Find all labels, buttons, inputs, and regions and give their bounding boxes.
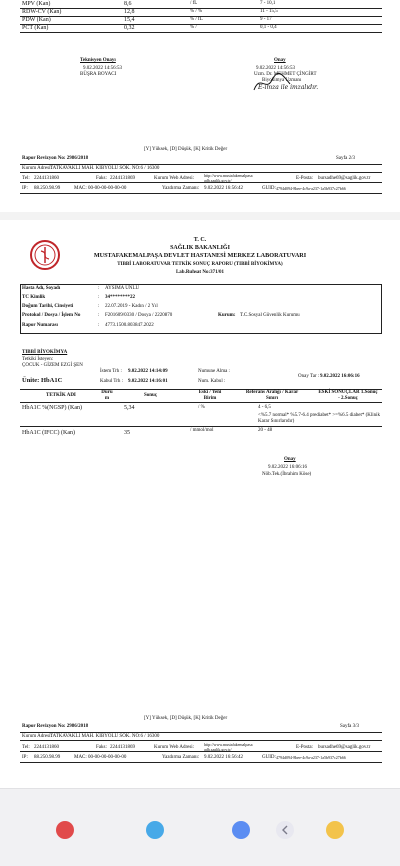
accept-date-label: Kabul Trh : — [100, 379, 124, 384]
ip-p3: 88.250.98.99 — [34, 755, 61, 760]
revision-page3: Rapor Revizyon No: 2986/2018 — [22, 724, 89, 729]
requester-label: Tetkiki İsteyen: — [22, 357, 54, 362]
revision-page2: Rapor Revizyon No: 2986/2018 — [22, 156, 89, 161]
ip: 88.250.98.99 — [34, 186, 61, 191]
top-result-value: 8,6 — [124, 1, 132, 7]
tel-label: Tel: — [22, 176, 30, 181]
result-row-2-unit: / mmol/mol — [190, 428, 214, 433]
night-tech-approval-datetime: 9.02.2022 16:06:16 — [268, 465, 308, 470]
page-number-3: Sayfa 3/3 — [340, 724, 360, 729]
tc-id-label: TC Kimlik — [22, 295, 46, 300]
result-row-1-unit: / % — [198, 405, 205, 410]
top-result-range: 0,1 - 0,4 — [260, 25, 277, 30]
mac-label: MAC: — [74, 186, 87, 191]
col-test-name: TETKİK ADI — [46, 393, 76, 398]
birth-date: 22.07.2019 - Kadın / 2 Yıl — [105, 304, 158, 309]
web-p3: http://www.mustafakemalpasa adh.saglik.gov.tr/ — [204, 742, 253, 752]
top-result-unit: % / — [190, 25, 197, 30]
top-result-range: 7 - 10,1 — [260, 1, 276, 6]
patient-name-label: Hasta Adı, Soyadı — [22, 286, 61, 291]
report-number: 4773.1500.803847.2022 — [105, 323, 154, 328]
web-label: Kurum Web Adresi: — [154, 176, 195, 181]
result-row-2-ref: 20 - 48 — [258, 428, 273, 433]
top-result-value: 15,4 — [124, 17, 135, 23]
protocol-label: Protokol / Dosya / İşlem No — [22, 313, 81, 318]
print-time-p3: 9.02.2022 16:56:42 — [204, 755, 244, 760]
guid: 4794d094-8bee-4c9a-a237-1a5b937c27b66 — [276, 186, 346, 191]
top-result-unit: / fL — [190, 1, 198, 6]
result-row-1-note: <%5.7 normal* %5.7-6.4 prediabet* >=%6.5 diabet* (Klinik Karar Sınırlarıdır) — [258, 413, 381, 424]
result-row-1-name: HbA1C %(NGSP) (Kan) — [22, 405, 82, 411]
technician-approval-datetime: 9.02.2022 14:56:53 — [83, 66, 123, 71]
esignature-note: E-imza ile imzalıdır. — [258, 84, 319, 91]
bottom-toolbar — [0, 788, 400, 866]
email-label: E-Posta: — [296, 176, 313, 181]
top-result-name: MPV (Kan) — [22, 1, 51, 7]
page-number-2: Sayfa 2/3 — [336, 156, 356, 161]
legend-page2: [Y] Yüksek, [D] Düşük, [K] Kritik Değer — [144, 147, 228, 152]
fax-p3: 2244131869 — [110, 745, 135, 750]
top-result-divider — [20, 24, 382, 25]
address: TATKAVAKLI MAH. KIBYOLU SOK. NO:6 / 16300 — [50, 166, 160, 171]
back-chevron-icon[interactable] — [276, 821, 294, 839]
section-title: TIBBİ BİYOKİMYA — [22, 350, 68, 355]
night-tech-name: Nöb.Tek.(İbrahim Köse) — [262, 472, 312, 477]
hospital-heading: MUSTAFAKEMALPAŞA DEVLET HASTANESİ MERKEZ LABORATUVARI — [93, 252, 307, 259]
handwritten-signature — [252, 70, 292, 96]
ip-label: IP: — [22, 186, 28, 191]
fax-label-p3: Faks: — [96, 745, 107, 750]
tel-p3: 2244131860 — [34, 745, 59, 750]
tc-heading: T. C. — [193, 237, 207, 243]
protocol-number: F201609/0330 / Dosya / 2220870 — [105, 313, 173, 318]
col-status: Duru m — [101, 390, 113, 401]
tc-id: 34********22 — [105, 295, 135, 300]
email: bursadhe69@saglik.gov.tr — [318, 176, 371, 181]
top-result-name: PDW (Kan) — [22, 17, 51, 23]
approval-date: 9.02.2022 16:06:16 — [320, 374, 360, 379]
print-time: 9.02.2022 16:56:42 — [204, 186, 244, 191]
doctor-approval-title: Onay — [274, 58, 286, 63]
toolbar-action-indigo-icon[interactable] — [232, 821, 250, 839]
address-p3: TATKAVAKLI MAH. KIBYOLU SOK. NO:6 / 16300 — [50, 734, 160, 739]
col-old-results: ESKİ SONUÇLAR 1.Sonuç - 2.Sonuç — [318, 390, 378, 401]
sample-label: Numune Alma : — [198, 369, 230, 374]
email-p3: bursadhe69@saglik.gov.tr — [318, 745, 371, 750]
requester: ÇOCUK - GİZEM EZGİ ŞEN — [22, 363, 83, 368]
tel: 2244131860 — [34, 176, 59, 181]
toolbar-action-red-icon[interactable] — [56, 821, 74, 839]
request-date-label: İstem Trh : — [100, 369, 122, 374]
tel-label-p3: Tel: — [22, 745, 30, 750]
col-result: Sonuç — [144, 393, 158, 398]
mac: 00-00-00-00-00-00 — [88, 186, 127, 191]
night-tech-approval-title: Onay — [284, 457, 296, 462]
print-time-label: Yazdırma Zamanı: — [162, 186, 200, 191]
email-label-p3: E-Posta: — [296, 745, 313, 750]
unit-label: Ünite: HbA1C — [22, 377, 63, 384]
print-time-label-p3: Yazdırma Zamanı: — [162, 755, 200, 760]
accept-date: 9.02.2022 14:16:01 — [128, 379, 168, 384]
report-number-label: Rapor Numarası — [22, 323, 58, 328]
top-result-name: RDW-CV (Kan) — [22, 9, 62, 15]
birth-label: Doğum Tarihi, Cinsiyeti — [22, 304, 74, 309]
fax-label: Faks: — [96, 176, 107, 181]
doctor-role: Biyokimya Uzmanı — [262, 78, 302, 83]
web: http://www.mustafakemalpasa adh.saglik.gov.tr/ — [204, 173, 253, 183]
address-label: Kurum Adresi: — [22, 166, 52, 171]
guid-label: GUID: — [262, 186, 276, 191]
mac-label-p3: MAC: — [74, 755, 87, 760]
top-result-divider — [20, 32, 382, 33]
report-title: TIBBİ LABORATUVAR TETKİK SONUÇ RAPORU (TIBBİ BİYOKİMYA) — [117, 262, 283, 267]
fax: 2244131869 — [110, 176, 135, 181]
request-date: 9.02.2022 14:14:09 — [128, 369, 168, 374]
institution: T.C.Sosyal Güvenlik Kurumu — [240, 313, 300, 318]
col-unit: Eski / Yeni Birim — [198, 390, 222, 401]
ministry-heading: SAĞLIK BAKANLIĞI — [170, 245, 230, 251]
page-separator — [0, 212, 400, 220]
mac-p3: 00-00-00-00-00-00 — [88, 755, 127, 760]
guid-p3: 4794d094-8bee-4c9a-a237-1a5b937c27b66 — [276, 755, 346, 760]
top-result-name: PCT (Kan) — [22, 25, 49, 31]
patient-info-box — [20, 284, 382, 334]
col-reference: Referans Aralığı / Karar Sınırı — [245, 390, 299, 401]
top-result-range: 11 - 15,5 — [260, 9, 278, 14]
toolbar-action-yellow-icon[interactable] — [326, 821, 344, 839]
sample-accept-label: Num. Kabul : — [198, 379, 226, 384]
top-result-range: 9 - 17 — [260, 17, 272, 22]
legend-page3: [Y] Yüksek, [D] Düşük, [K] Kritik Değer — [144, 716, 228, 721]
top-result-unit: % / fL — [190, 17, 203, 22]
result-row-2-value: 35 — [124, 430, 130, 436]
technician-name: BÜŞRA BOYACI — [80, 72, 117, 77]
patient-name: AYSIMA ÜNLÜ — [105, 286, 140, 291]
guid-label-p3: GUID: — [262, 755, 276, 760]
result-row-2-name: HbA1C (IFCC) (Kan) — [22, 430, 75, 436]
web-label-p3: Kurum Web Adresi: — [154, 745, 195, 750]
doctor-approval-datetime: 9.02.2022 14:56:53 — [256, 66, 296, 71]
toolbar-action-blue-icon[interactable] — [146, 821, 164, 839]
approval-date-label: Onay Tar : — [298, 374, 320, 379]
top-result-unit: % / % — [190, 9, 203, 14]
institution-label: Kurum: — [218, 313, 236, 318]
top-result-value: 12,8 — [124, 9, 135, 15]
address-label-p3: Kurum Adresi: — [22, 734, 52, 739]
lab-license: Lab.Ruhsat No:371/01 — [175, 270, 225, 275]
top-result-value: 0,32 — [124, 25, 135, 31]
result-row-1-ref: 4 - 6,5 — [258, 405, 271, 410]
doctor-name: Uzm. Dr. MEHMET ÇİNGİRT — [254, 72, 317, 77]
result-row-1-value: 5,34 — [124, 405, 135, 411]
ip-label-p3: IP: — [22, 755, 28, 760]
technician-approval-title: Teknisyen Onayı — [80, 58, 116, 63]
